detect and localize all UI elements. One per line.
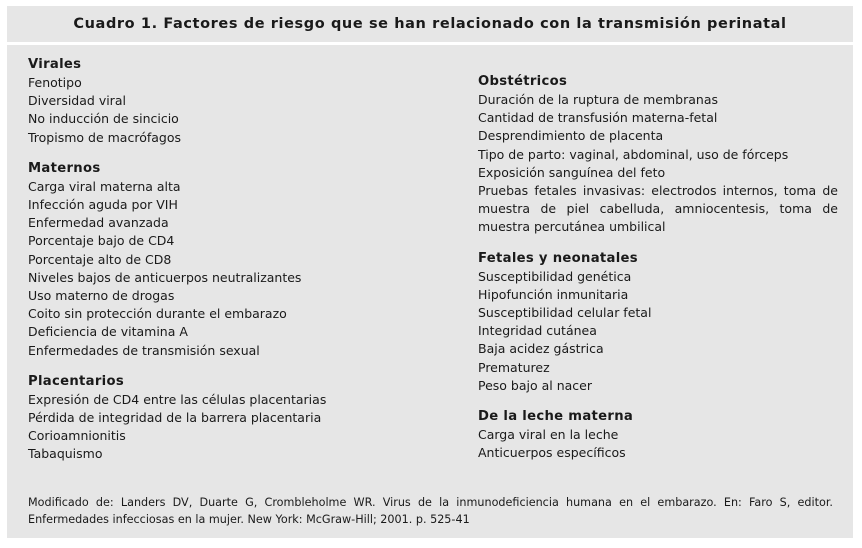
- source-citation: Modificado de: Landers DV, Duarte G, Crombleholme WR. Virus de la inmunodeficiencia humana en el embarazo. En: Faro S, editor. Enfermedades infecciosas en la mujer. New York: McGraw-Hill; 2001. p. 525-41: [28, 496, 833, 526]
- group-obstetricos: [478, 73, 838, 237]
- factor-list: [478, 91, 838, 237]
- list-item: Infección aguda por VIH: [28, 197, 178, 213]
- list-item: Expresión de CD4 entre las células placentarias: [28, 391, 327, 407]
- list-item: Exposición sanguínea del feto: [478, 164, 666, 180]
- list-item: Enfermedades de transmisión sexual: [28, 342, 260, 358]
- group-virales: [28, 56, 448, 147]
- list-item: Carga viral en la leche: [478, 427, 619, 443]
- list-item: Hipofunción inmunitaria: [478, 286, 629, 302]
- list-item: Carga viral materna alta: [28, 178, 181, 194]
- factor-list: [28, 391, 448, 464]
- group-heading: Fetales y neonatales: [478, 250, 638, 266]
- list-item: Enfermedad avanzada: [28, 215, 169, 231]
- group-leche-materna: [478, 408, 838, 462]
- list-item: Cantidad de transfusión materna-fetal: [478, 110, 718, 126]
- list-item: Uso materno de drogas: [28, 288, 175, 304]
- list-item: Diversidad viral: [28, 93, 126, 109]
- list-item: Tropismo de macrófagos: [28, 129, 182, 145]
- table-box: [7, 6, 853, 538]
- group-heading: Virales: [28, 57, 82, 72]
- group-heading: De la leche materna: [478, 409, 634, 425]
- list-item: Deficiencia de vitamina A: [28, 324, 188, 340]
- list-item: Integridad cutánea: [478, 323, 597, 339]
- list-item: Susceptibilidad genética: [478, 268, 632, 284]
- factor-list: [478, 268, 838, 395]
- group-maternos: [28, 160, 448, 360]
- list-item: Niveles bajos de anticuerpos neutralizantes: [28, 269, 302, 285]
- list-item: No inducción de sincicio: [28, 111, 179, 127]
- list-item: Duración de la ruptura de membranas: [478, 92, 719, 107]
- group-heading: Maternos: [28, 160, 101, 176]
- left-column: [28, 56, 448, 477]
- list-item: Corioamnionitis: [28, 428, 126, 444]
- group-fetales-neonatales: [478, 250, 838, 395]
- list-item: Coito sin protección durante el embarazo: [28, 306, 287, 322]
- list-item: Porcentaje bajo de CD4: [28, 233, 175, 249]
- table-title: Cuadro 1. Factores de riesgo que se han relacionado con la transmisión perinatal: [73, 16, 787, 32]
- list-item: Prematurez: [478, 359, 550, 375]
- list-item: Desprendimiento de placenta: [478, 128, 664, 144]
- list-item: Porcentaje alto de CD8: [28, 251, 172, 267]
- factor-list: [28, 74, 448, 147]
- list-item: Susceptibilidad celular fetal: [478, 305, 652, 321]
- right-column: [478, 73, 838, 475]
- list-item: Anticuerpos específicos: [478, 445, 626, 461]
- list-item: Tabaquismo: [28, 446, 103, 462]
- list-item: Pérdida de integridad de la barrera placentaria: [28, 410, 322, 426]
- group-placentarios: [28, 373, 448, 464]
- list-item: Pruebas fetales invasivas: electrodos internos, toma de muestra de piel cabelluda, amniocentesis, toma de muestra percutánea umbilical: [478, 183, 838, 235]
- title-divider: [7, 42, 853, 45]
- group-heading: Placentarios: [28, 373, 124, 389]
- factor-list: [478, 426, 838, 462]
- list-item: Peso bajo al nacer: [478, 377, 592, 393]
- factor-list: [28, 178, 448, 360]
- list-item: Fenotipo: [28, 75, 82, 90]
- group-heading: Obstétricos: [478, 74, 568, 89]
- list-item: Tipo de parto: vaginal, abdominal, uso de fórceps: [478, 146, 789, 162]
- list-item: Baja acidez gástrica: [478, 341, 604, 357]
